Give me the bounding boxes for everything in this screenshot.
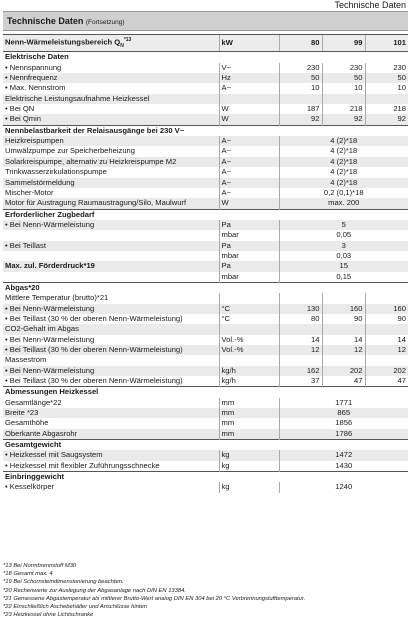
header-col-80: 80 (279, 35, 322, 52)
row-unit: W (219, 198, 279, 209)
row-unit (219, 293, 279, 303)
row-label: Max. zul. Förderdruck*19 (3, 261, 219, 271)
header-col-99: 99 (322, 35, 365, 52)
row-unit: Pa (219, 220, 279, 230)
row-unit: A~ (219, 188, 279, 198)
row-label: • Bei Teillast (30 % der oberen Nenn-Wärmeleistung) (5, 313, 183, 323)
header-unit: kW (219, 35, 279, 52)
row-value-80 (279, 355, 322, 365)
table-row (3, 461, 408, 472)
row-label: Gesamthöhe (5, 418, 49, 428)
row-value-101: 12 (365, 345, 408, 355)
section-heading-row (3, 387, 408, 398)
running-header: Technische Daten (334, 0, 406, 10)
table-row (3, 450, 408, 460)
row-unit: A~ (219, 136, 279, 146)
section-heading: Erforderlicher Zugbedarf (3, 209, 408, 220)
row-value-all: 1786 (279, 429, 408, 440)
row-value-101 (365, 293, 408, 303)
row-value-99: 10 (322, 83, 365, 93)
row-value-all: 4 (2)*18 (279, 178, 408, 188)
row-label: • Max. Nennstrom (5, 83, 66, 93)
row-unit (219, 324, 279, 334)
row-value-101 (365, 324, 408, 334)
row-label: • Nennfrequenz (3, 73, 219, 83)
row-label: • Kesselkörper (5, 482, 55, 492)
row-value-all: 4 (2)*18 (279, 157, 408, 167)
table-row (3, 251, 408, 261)
row-label: Heizkreispumpen (3, 136, 219, 146)
footnote: *23 Heizkessel ohne Lichtschranke (3, 612, 94, 619)
row-value-all: 3 (279, 241, 408, 251)
row-value-80 (279, 324, 322, 334)
row-unit (219, 94, 279, 104)
row-unit: kg (219, 482, 279, 492)
row-unit: kg/h (219, 376, 279, 387)
row-value-101: 50 (365, 73, 408, 83)
row-unit (219, 355, 279, 365)
row-unit: kg (219, 450, 279, 460)
footnote: *20 Rechenwerte zur Auslegung der Abgasanlage nach DIN EN 13384. (3, 587, 186, 594)
table-row (3, 73, 408, 83)
row-value-all: 1240 (279, 482, 408, 492)
row-value-all: 4 (2)*18 (279, 146, 408, 156)
row-label: • Nennspannung (5, 62, 62, 72)
table-row (3, 272, 408, 283)
row-value-80: 14 (279, 335, 322, 345)
table-row (3, 335, 408, 345)
row-label: • Bei QN (5, 104, 35, 114)
row-value-80: 12 (279, 345, 322, 355)
row-value-all: 1856 (279, 418, 408, 428)
table-row (3, 429, 408, 440)
row-value-99: 50 (322, 73, 365, 83)
row-value-all: 4 (2)*18 (279, 167, 408, 177)
row-unit: W (219, 104, 279, 114)
row-value-99: 92 (322, 114, 365, 125)
row-value-80 (279, 293, 322, 303)
row-label: Trinkwasserzirkulationspumpe (5, 167, 107, 177)
table-row (3, 304, 408, 314)
section-heading-row (3, 52, 408, 63)
row-value-80: 37 (279, 376, 322, 387)
row-value-80: 187 (279, 104, 322, 114)
row-label: Breite *23 (3, 408, 219, 418)
row-unit: W (219, 114, 279, 125)
row-value-101: 160 (365, 304, 408, 314)
row-value-all: 0,03 (279, 251, 408, 261)
row-unit: mbar (219, 272, 279, 283)
row-unit: A~ (219, 178, 279, 188)
table-row (3, 178, 408, 188)
table-row (3, 324, 408, 334)
footnotes (3, 562, 408, 619)
row-value-101: 47 (365, 376, 408, 387)
row-label: • Heizkessel mit flexibler Zuführungsschnecke (5, 460, 160, 470)
footnote: *19 Bei Schornsteindimensionierung beachten. (3, 579, 124, 586)
row-unit: kg (219, 461, 279, 472)
table-row (3, 104, 408, 114)
table-row (3, 418, 408, 428)
row-value-99 (322, 355, 365, 365)
section-title-suffix: (Fortsetzung) (85, 19, 125, 26)
row-unit: A~ (219, 146, 279, 156)
row-label: Elektrische Leistungsaufnahme Heizkessel (3, 94, 219, 104)
section-heading: Einbringgewicht (3, 472, 408, 483)
footnote: *13 Bei Normbrennstoff M30 (3, 563, 77, 569)
table-row (3, 366, 408, 376)
row-value-99: 14 (322, 335, 365, 345)
row-value-101: 10 (365, 83, 408, 93)
row-label (3, 251, 219, 261)
row-label: Umwälzpumpe zur Speicherbeheizung (5, 146, 136, 156)
row-value-101: 202 (365, 366, 408, 376)
row-value-all: 0,15 (279, 272, 408, 283)
section-heading: Abmessungen Heizkessel (3, 387, 408, 398)
table-row (3, 398, 408, 408)
row-value-101: 92 (365, 114, 408, 125)
row-label (3, 272, 219, 283)
row-value-all: 5 (279, 220, 408, 230)
row-label: CO2-Gehalt im Abgas (3, 324, 219, 334)
row-unit: Pa (219, 261, 279, 271)
row-value-all: 0,05 (279, 230, 408, 240)
row-value-all: 15 (279, 261, 408, 271)
row-label (3, 230, 219, 240)
table-row (3, 136, 408, 146)
row-unit: Pa (219, 241, 279, 251)
row-value-99: 230 (322, 63, 365, 73)
table-row (3, 293, 408, 303)
row-value-99 (322, 94, 365, 104)
row-label: Motor für Austragung Raumaustragung/Silo, Maulwurf (3, 198, 219, 209)
row-value-101 (365, 355, 408, 365)
section-heading: Elektrische Daten (3, 52, 408, 63)
row-unit: Hz (219, 73, 279, 83)
row-label: • Bei Nenn-Wärmeleistung (3, 304, 219, 314)
row-unit: Vol.-% (219, 345, 279, 355)
row-value-99: 12 (322, 345, 365, 355)
row-value-80: 92 (279, 114, 322, 125)
table-row (3, 482, 408, 492)
row-value-99 (322, 293, 365, 303)
table-header-row (3, 35, 408, 52)
section-heading-row (3, 440, 408, 451)
row-unit: °C (219, 304, 279, 314)
row-value-all: 0,2 (0,1)*18 (279, 188, 408, 198)
row-unit: mm (219, 408, 279, 418)
row-value-101 (365, 94, 408, 104)
row-unit: mm (219, 398, 279, 408)
footnote: *21 Gemessene Abgastemperatur als mittlerer Brutto-Wert analog DIN EN 304 bei 20 °C Verbrennungslufttemperatur. (3, 595, 306, 602)
table-row (3, 114, 408, 125)
row-label: • Bei Teillast (3, 241, 219, 251)
footnote: *22 Einschließlich Aschebehälter und Anschlüsse hinten (3, 604, 147, 611)
row-value-99: 160 (322, 304, 365, 314)
footnote: *18 Gesamt max. 4 (3, 571, 53, 578)
table-row (3, 83, 408, 93)
row-value-80: 10 (279, 83, 322, 93)
row-value-all: 865 (279, 408, 408, 418)
row-value-80: 230 (279, 63, 322, 73)
row-label: • Heizkessel mit Saugsystem (3, 450, 219, 460)
row-unit: V~ (219, 63, 279, 73)
table-row (3, 314, 408, 324)
row-value-80: 50 (279, 73, 322, 83)
table-row (3, 345, 408, 355)
table-row (3, 376, 408, 387)
table-row (3, 188, 408, 198)
row-value-99: 218 (322, 104, 365, 114)
row-value-all: max. 200 (279, 198, 408, 209)
row-label: • Bei Teillast (30 % der oberen Nenn-Wärmeleistung) (5, 376, 183, 386)
table-row (3, 198, 408, 209)
row-label: • Bei Qmin (3, 114, 219, 125)
section-heading-row (3, 209, 408, 220)
row-value-99 (322, 324, 365, 334)
row-unit: °C (219, 314, 279, 324)
row-unit: mbar (219, 230, 279, 240)
table-row (3, 220, 408, 230)
table-row (3, 167, 408, 177)
row-label: Gesamtlänge*22 (5, 397, 62, 407)
table-row (3, 241, 408, 251)
row-unit: mbar (219, 251, 279, 261)
row-value-101: 90 (365, 314, 408, 324)
row-value-80 (279, 94, 322, 104)
section-heading: Gesamtgewicht (3, 440, 408, 451)
section-heading: Abgas*20 (3, 282, 408, 293)
row-value-all: 1771 (279, 398, 408, 408)
table-row (3, 94, 408, 104)
row-value-80: 130 (279, 304, 322, 314)
section-title-bar (3, 11, 408, 31)
section-heading-row (3, 125, 408, 136)
row-unit: kg/h (219, 366, 279, 376)
row-label: Solarkreispumpe, alternativ zu Heizkreispumpe M2 (3, 157, 219, 167)
row-unit: A~ (219, 83, 279, 93)
table-row (3, 146, 408, 156)
row-value-all: 4 (2)*18 (279, 136, 408, 146)
table-row (3, 355, 408, 365)
table-row (3, 408, 408, 418)
row-label: Oberkante Abgasrohr (3, 429, 219, 440)
section-heading: Nennbelastbarkeit der Relaisausgänge bei 230 V~ (3, 125, 408, 136)
header-col-101: 101 (365, 35, 408, 52)
row-unit: Vol.-% (219, 335, 279, 345)
row-unit: mm (219, 418, 279, 428)
row-unit: A~ (219, 167, 279, 177)
row-value-all: 1430 (279, 461, 408, 472)
row-value-99: 202 (322, 366, 365, 376)
row-label: Massestrom (5, 355, 47, 365)
row-value-99: 47 (322, 376, 365, 387)
header-label: Nenn-Wärmeleistungsbereich $Q_N^{*13}$ (3, 35, 219, 52)
row-label: Mittlere Temperatur (brutto)*21 (5, 293, 109, 303)
section-title: Technische Daten (7, 16, 84, 26)
row-unit: A~ (219, 157, 279, 167)
row-value-101: 14 (365, 335, 408, 345)
section-heading-row (3, 472, 408, 483)
spec-table (3, 34, 408, 493)
row-value-80: 80 (279, 314, 322, 324)
row-label: • Bei Nenn-Wärmeleistung (3, 366, 219, 376)
table-row (3, 157, 408, 167)
row-label: Sammelstörmeldung (3, 178, 219, 188)
table-row (3, 230, 408, 240)
row-value-101: 218 (365, 104, 408, 114)
row-value-99: 90 (322, 314, 365, 324)
section-heading-row (3, 282, 408, 293)
table-row (3, 261, 408, 271)
row-label: • Bei Nenn-Wärmeleistung (3, 220, 219, 230)
row-unit: mm (219, 429, 279, 440)
table-row (3, 63, 408, 73)
row-label: Mischer-Motor (5, 187, 54, 197)
row-label: • Bei Nenn-Wärmeleistung (5, 334, 95, 344)
data-sheet (3, 11, 408, 493)
row-label: • Bei Teillast (30 % der oberen Nenn-Wärmeleistung) (3, 345, 219, 355)
row-value-101: 230 (365, 63, 408, 73)
row-value-80: 162 (279, 366, 322, 376)
row-value-all: 1472 (279, 450, 408, 460)
